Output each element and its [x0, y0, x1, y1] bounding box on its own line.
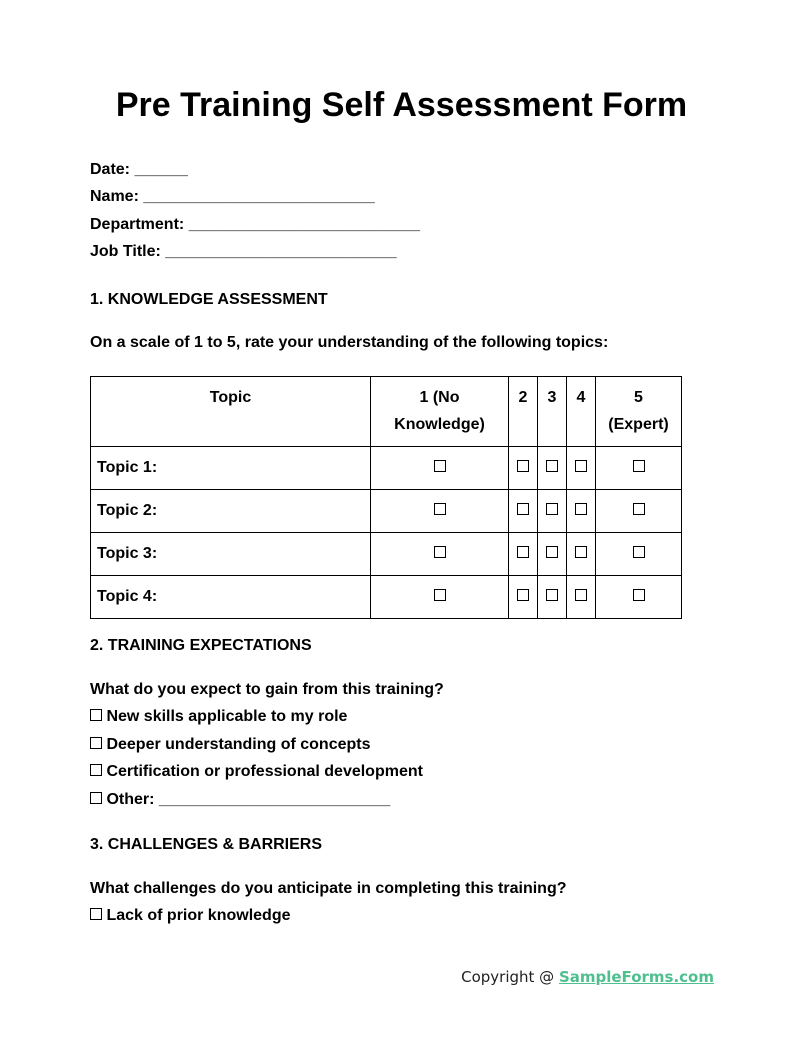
option-item[interactable] [90, 791, 390, 809]
option-label: Deeper understanding of concepts [106, 736, 371, 753]
field-label: Job Title: [90, 243, 161, 260]
header-2: 2 [509, 377, 538, 447]
option-label: Other: __________________________ [106, 791, 391, 808]
table-row [91, 576, 682, 619]
field-label: Department: [90, 216, 185, 233]
checkbox[interactable] [517, 546, 529, 558]
option-label: Certification or professional development [106, 763, 423, 780]
header-topic: Topic [91, 377, 371, 447]
checkbox[interactable] [90, 764, 102, 776]
field-blank[interactable]: __________________________ [165, 243, 397, 260]
checkbox[interactable] [575, 546, 587, 558]
checkbox[interactable] [90, 908, 102, 920]
checkbox[interactable] [546, 589, 558, 601]
checkbox[interactable] [633, 546, 645, 558]
checkbox[interactable] [90, 737, 102, 749]
checkbox[interactable] [633, 460, 645, 472]
date-field[interactable] [90, 161, 188, 179]
checkbox[interactable] [90, 792, 102, 804]
checkbox[interactable] [434, 460, 446, 472]
checkbox[interactable] [546, 546, 558, 558]
section-prompt: What do you expect to gain from this training? [90, 681, 444, 698]
option-label: Lack of prior knowledge [106, 907, 291, 924]
option-item[interactable] [90, 736, 371, 754]
name-field[interactable] [90, 188, 375, 206]
header-5: 5 (Expert) [596, 377, 682, 447]
job-title-field[interactable] [90, 243, 397, 261]
copyright-text: Copyright @ [461, 968, 555, 986]
field-label: Name: [90, 188, 139, 205]
table-header-row [91, 377, 682, 447]
header-4: 4 [567, 377, 596, 447]
option-label: New skills applicable to my role [106, 708, 348, 725]
checkbox[interactable] [546, 460, 558, 472]
section-prompt: What challenges do you anticipate in completing this training? [90, 880, 567, 897]
checkbox[interactable] [434, 503, 446, 515]
sampleforms-link[interactable]: SampleForms.com [558, 968, 714, 986]
table-row [91, 447, 682, 490]
checkbox[interactable] [90, 709, 102, 721]
checkbox[interactable] [517, 589, 529, 601]
field-label: Date: [90, 161, 131, 178]
field-blank[interactable]: __________________________ [188, 216, 421, 233]
header-3: 3 [538, 377, 567, 447]
section-heading: 1. KNOWLEDGE ASSESSMENT [90, 291, 328, 308]
topic-label: Topic 2: [91, 490, 371, 533]
header-1: 1 (No Knowledge) [371, 377, 509, 447]
copyright [461, 968, 714, 986]
section-heading: 2. TRAINING EXPECTATIONS [90, 637, 312, 654]
checkbox[interactable] [517, 460, 529, 472]
checkbox[interactable] [546, 503, 558, 515]
knowledge-table [90, 376, 682, 619]
topic-label: Topic 1: [91, 447, 371, 490]
checkbox[interactable] [517, 503, 529, 515]
topic-label: Topic 3: [91, 533, 371, 576]
checkbox[interactable] [575, 503, 587, 515]
checkbox[interactable] [633, 503, 645, 515]
option-item[interactable] [90, 708, 347, 726]
section-prompt: On a scale of 1 to 5, rate your understanding of the following topics: [90, 334, 609, 351]
department-field[interactable] [90, 216, 420, 234]
checkbox[interactable] [434, 589, 446, 601]
checkbox[interactable] [575, 589, 587, 601]
option-item[interactable] [90, 763, 423, 781]
page-title: Pre Training Self Assessment Form [115, 86, 688, 124]
table-row [91, 490, 682, 533]
table-row [91, 533, 682, 576]
topic-label: Topic 4: [91, 576, 371, 619]
checkbox[interactable] [575, 460, 587, 472]
option-item[interactable] [90, 907, 290, 925]
field-blank[interactable]: __________________________ [143, 188, 375, 205]
section-heading: 3. CHALLENGES & BARRIERS [90, 836, 323, 853]
checkbox[interactable] [633, 589, 645, 601]
checkbox[interactable] [434, 546, 446, 558]
field-blank[interactable]: ______ [134, 161, 188, 178]
